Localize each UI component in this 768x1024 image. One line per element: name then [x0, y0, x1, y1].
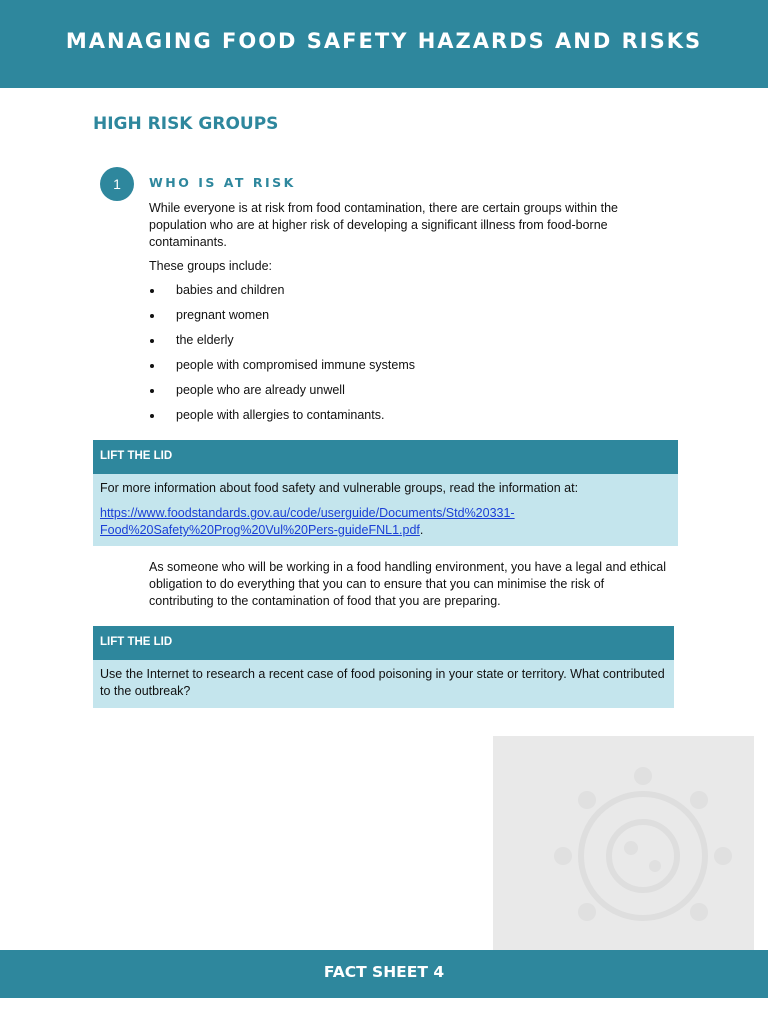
link-line-1: https://www.foodstandards.gov.au/code/userguide/Documents/Std%20331-: [100, 506, 515, 520]
list-item: [149, 357, 415, 382]
bullet-icon: [150, 389, 154, 393]
fact-sheet-label: FACT SHEET 4: [323, 963, 445, 981]
bullet-icon: [150, 364, 154, 368]
section-title: HIGH RISK GROUPS: [93, 114, 279, 134]
lift-the-lid-callout-resources: [93, 440, 678, 546]
step-number-badge: 1: [100, 167, 134, 201]
list-item-text: people with compromised immune systems: [176, 358, 415, 372]
list-item: [149, 382, 415, 407]
list-item-text: pregnant women: [176, 308, 270, 322]
callout-body: [93, 474, 678, 546]
list-item: [149, 332, 415, 357]
bacteria-image-placeholder: [493, 736, 754, 950]
bullet-icon: [150, 414, 154, 418]
list-item: [149, 407, 415, 432]
intro-paragraph: While everyone is at risk from food contamination, there are certain groups within the population who are at higher risk of developing a significant illness from food-borne contaminants.: [149, 201, 618, 249]
list-item-text: people who are already unwell: [176, 383, 345, 397]
list-item-text: babies and children: [176, 283, 285, 297]
step-heading: WHO IS AT RISK: [149, 175, 296, 190]
list-item: [149, 282, 415, 307]
bullet-icon: [150, 339, 154, 343]
callout-body: [93, 660, 674, 708]
risk-groups-list: [149, 282, 415, 432]
callout-text: Use the Internet to research a recent case of food poisoning in your state or territory. What contributed to the outbreak?: [100, 667, 665, 698]
bullet-icon: [150, 289, 154, 293]
callout-text: For more information about food safety and vulnerable groups, read the information at:: [100, 481, 579, 495]
callout-heading: LIFT THE LID: [93, 626, 674, 660]
document-title: MANAGING FOOD SAFETY HAZARDS AND RISKS: [65, 29, 703, 53]
obligation-paragraph: As someone who will be working in a food handling environment, you have a legal and ethical obligation to do everything that you can to ensure that you can minimise the risk of contributing to the contamination of food that you are preparing.: [149, 560, 666, 608]
link-suffix: .: [419, 523, 424, 537]
callout-link-paragraph: [100, 505, 671, 539]
lift-the-lid-callout-research: [93, 626, 674, 708]
list-item-text: people with allergies to contaminants.: [176, 408, 385, 422]
list-item-text: the elderly: [176, 333, 234, 347]
groups-label: These groups include:: [149, 259, 272, 273]
virus-watermark-icon: [493, 736, 754, 950]
callout-heading: LIFT THE LID: [93, 440, 678, 474]
foodstandards-guide-link[interactable]: [100, 506, 515, 537]
link-line-2: Food%20Safety%20Prog%20Vul%20Pers-guideFNL1.pdf: [100, 523, 420, 537]
list-item: [149, 307, 415, 332]
bullet-icon: [150, 314, 154, 318]
